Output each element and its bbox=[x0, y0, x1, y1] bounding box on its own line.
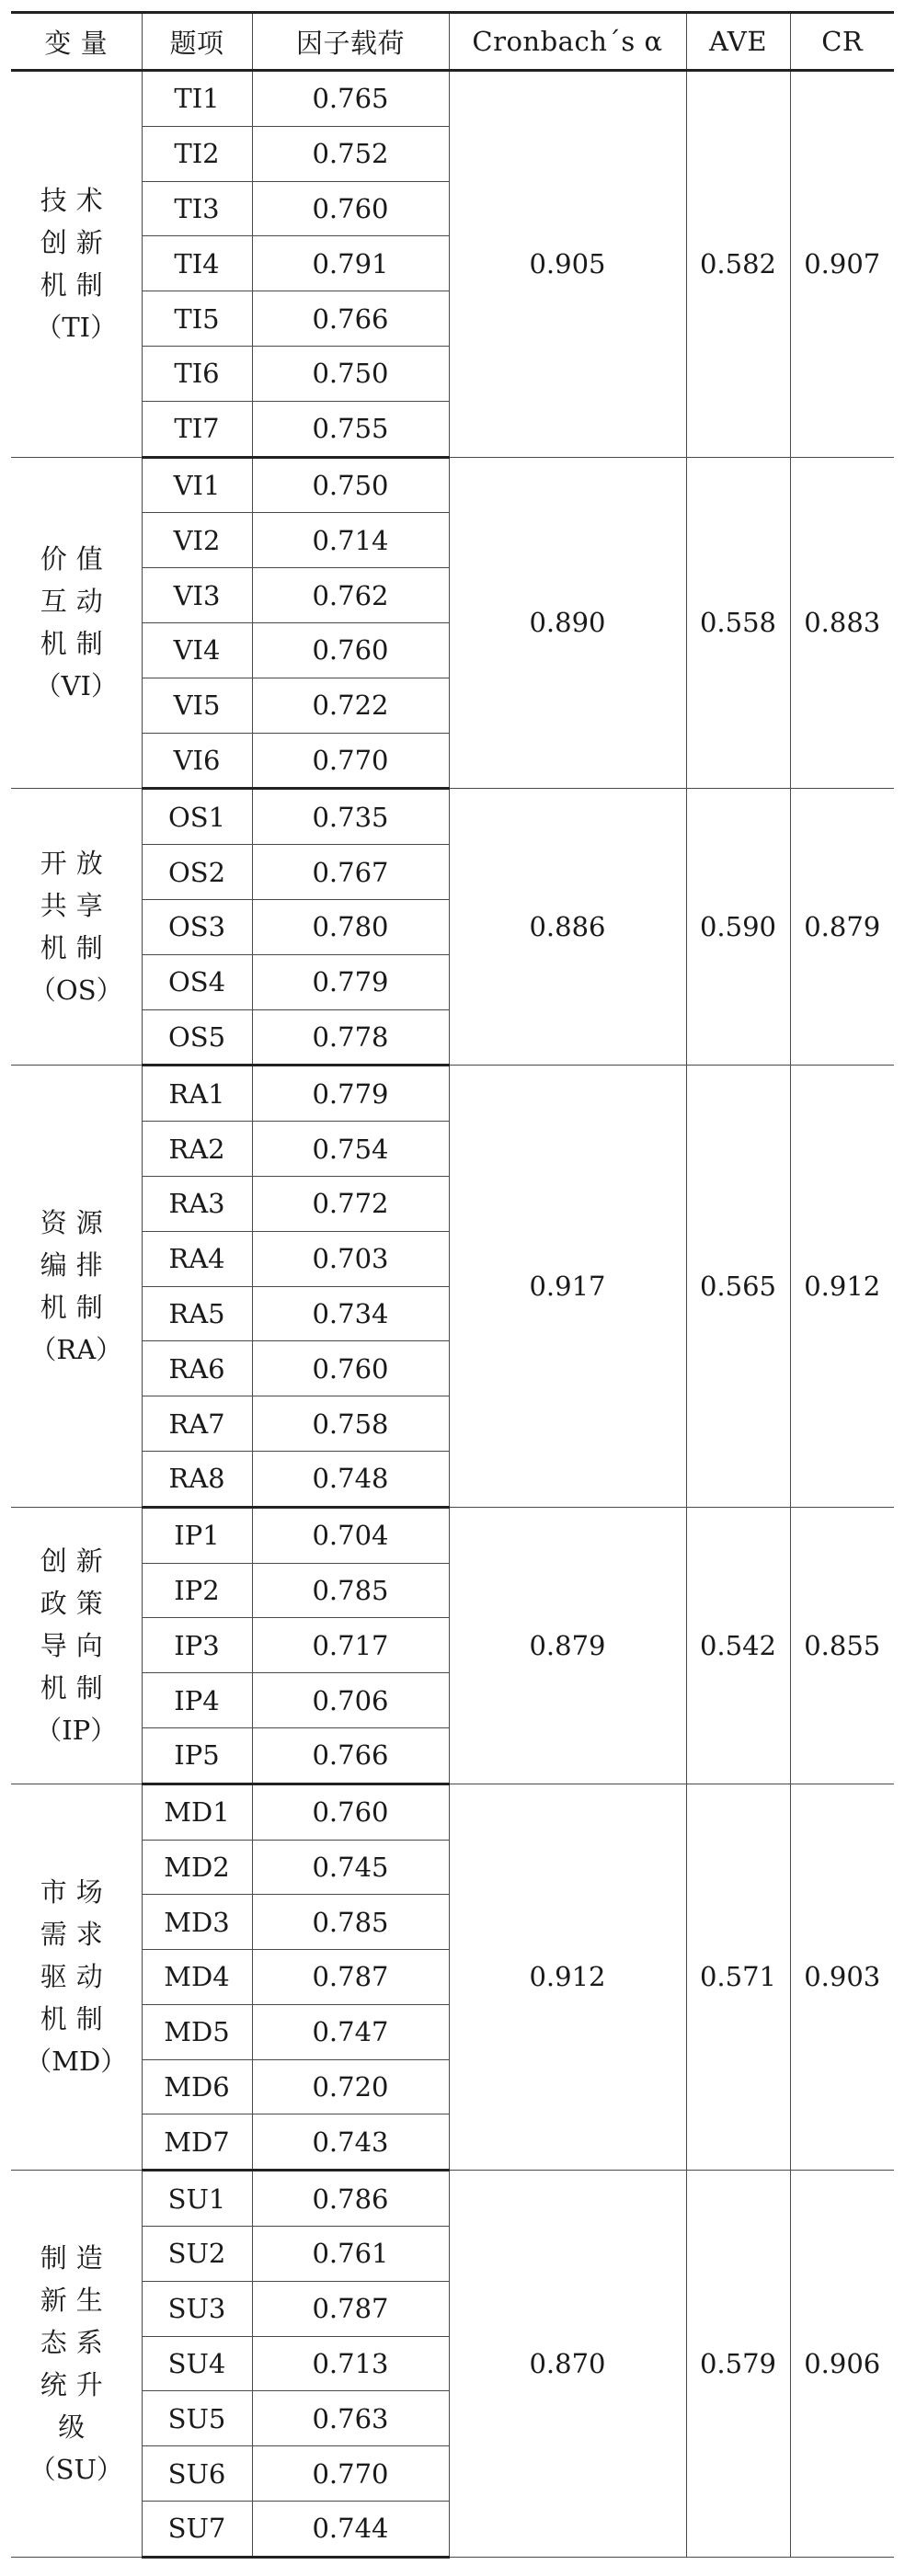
item-cell: OS1 bbox=[142, 789, 252, 845]
item-cell: MD3 bbox=[142, 1895, 252, 1950]
item-cell: OS2 bbox=[142, 845, 252, 900]
cronbach-alpha-cell: 0.905 bbox=[449, 71, 686, 458]
item-cell: MD1 bbox=[142, 1784, 252, 1840]
factor-loading-cell: 0.770 bbox=[252, 733, 449, 789]
cr-cell: 0.907 bbox=[790, 71, 894, 458]
factor-loading-cell: 0.791 bbox=[252, 236, 449, 291]
item-cell: VI2 bbox=[142, 513, 252, 568]
factor-loading-cell: 0.717 bbox=[252, 1618, 449, 1673]
variable-cell bbox=[11, 71, 142, 458]
table-row bbox=[11, 1066, 894, 1122]
header-row bbox=[11, 13, 894, 71]
variable-line: 机制 bbox=[40, 932, 112, 964]
variable-cell bbox=[11, 457, 142, 789]
variable-line: 机制 bbox=[40, 1292, 112, 1324]
variable-line: 导向 bbox=[40, 1629, 112, 1661]
variable-line: 价值 bbox=[40, 543, 112, 576]
cr-cell: 0.906 bbox=[790, 2171, 894, 2558]
item-cell: TI7 bbox=[142, 401, 252, 457]
factor-loading-cell: 0.706 bbox=[252, 1673, 449, 1728]
item-cell: RA2 bbox=[142, 1122, 252, 1177]
factor-loading-cell: 0.766 bbox=[252, 291, 449, 347]
item-cell: RA1 bbox=[142, 1066, 252, 1122]
factor-loading-cell: 0.720 bbox=[252, 2059, 449, 2114]
factor-loading-cell: 0.761 bbox=[252, 2227, 449, 2282]
header-variable: 变 量 bbox=[11, 13, 142, 71]
item-cell: TI5 bbox=[142, 291, 252, 347]
item-cell: VI5 bbox=[142, 678, 252, 733]
factor-loading-cell: 0.770 bbox=[252, 2446, 449, 2502]
cr-cell: 0.903 bbox=[790, 1784, 894, 2171]
table-row bbox=[11, 457, 894, 513]
item-cell: SU7 bbox=[142, 2502, 252, 2558]
factor-loading-cell: 0.787 bbox=[252, 2281, 449, 2336]
factor-loading-cell: 0.760 bbox=[252, 622, 449, 678]
item-cell: SU6 bbox=[142, 2446, 252, 2502]
variable-line: 需求 bbox=[40, 1919, 112, 1951]
variable-line: 政策 bbox=[40, 1587, 112, 1619]
factor-loading-cell: 0.760 bbox=[252, 181, 449, 236]
header-cronbach-alpha: Cronbach´s α bbox=[449, 13, 686, 71]
factor-loading-cell: 0.779 bbox=[252, 954, 449, 1009]
variable-line: 资源 bbox=[40, 1207, 112, 1239]
variable-line: 制造 bbox=[40, 2242, 112, 2274]
variable-line: （TI） bbox=[35, 312, 118, 344]
factor-loading-cell: 0.747 bbox=[252, 2004, 449, 2059]
variable-line: （VI） bbox=[34, 670, 118, 702]
item-cell: RA7 bbox=[142, 1396, 252, 1452]
cronbach-alpha-cell: 0.912 bbox=[449, 1784, 686, 2171]
factor-loading-cell: 0.703 bbox=[252, 1231, 449, 1286]
factor-loading-cell: 0.779 bbox=[252, 1066, 449, 1122]
cronbach-alpha-cell: 0.890 bbox=[449, 457, 686, 789]
factor-loading-cell: 0.786 bbox=[252, 2171, 449, 2227]
table-row bbox=[11, 2171, 894, 2227]
item-cell: IP3 bbox=[142, 1618, 252, 1673]
item-cell: MD6 bbox=[142, 2059, 252, 2114]
factor-loading-cell: 0.752 bbox=[252, 126, 449, 181]
item-cell: IP1 bbox=[142, 1507, 252, 1563]
factor-loading-cell: 0.766 bbox=[252, 1727, 449, 1784]
item-cell: MD7 bbox=[142, 2114, 252, 2171]
table-row bbox=[11, 1507, 894, 1563]
variable-line: 开放 bbox=[40, 848, 112, 880]
ave-cell: 0.558 bbox=[686, 457, 790, 789]
variable-line: 新生 bbox=[40, 2285, 112, 2317]
variable-line: 市场 bbox=[40, 1876, 112, 1909]
factor-loading-cell: 0.760 bbox=[252, 1784, 449, 1840]
cronbach-alpha-cell: 0.870 bbox=[449, 2171, 686, 2558]
factor-loading-cell: 0.743 bbox=[252, 2114, 449, 2171]
factor-loading-cell: 0.767 bbox=[252, 845, 449, 900]
cr-cell: 0.855 bbox=[790, 1507, 894, 1784]
factor-loading-cell: 0.762 bbox=[252, 568, 449, 623]
factor-loading-cell: 0.714 bbox=[252, 513, 449, 568]
variable-line: 共享 bbox=[40, 890, 112, 922]
reliability-validity-table-wrapper bbox=[11, 11, 894, 2559]
variable-cell bbox=[11, 789, 142, 1066]
item-cell: RA4 bbox=[142, 1231, 252, 1286]
cr-cell: 0.879 bbox=[790, 789, 894, 1066]
variable-cell bbox=[11, 1507, 142, 1784]
item-cell: SU3 bbox=[142, 2281, 252, 2336]
header-ave: AVE bbox=[686, 13, 790, 71]
table-row bbox=[11, 1784, 894, 1840]
variable-line: （OS） bbox=[29, 975, 123, 1007]
item-cell: TI2 bbox=[142, 126, 252, 181]
factor-loading-cell: 0.758 bbox=[252, 1396, 449, 1452]
cronbach-alpha-cell: 0.879 bbox=[449, 1507, 686, 1784]
table-body bbox=[11, 71, 894, 2558]
item-cell: VI4 bbox=[142, 622, 252, 678]
item-cell: RA6 bbox=[142, 1341, 252, 1396]
table-row bbox=[11, 71, 894, 127]
item-cell: IP5 bbox=[142, 1727, 252, 1784]
cronbach-alpha-cell: 0.917 bbox=[449, 1066, 686, 1507]
variable-line: 创新 bbox=[40, 227, 112, 259]
factor-loading-cell: 0.755 bbox=[252, 401, 449, 457]
ave-cell: 0.565 bbox=[686, 1066, 790, 1507]
variable-line: （MD） bbox=[25, 2046, 128, 2078]
item-cell: RA3 bbox=[142, 1176, 252, 1231]
variable-line: 创新 bbox=[40, 1544, 112, 1577]
item-cell: SU4 bbox=[142, 2336, 252, 2391]
item-cell: MD2 bbox=[142, 1840, 252, 1895]
factor-loading-cell: 0.735 bbox=[252, 789, 449, 845]
item-cell: TI3 bbox=[142, 181, 252, 236]
factor-loading-cell: 0.734 bbox=[252, 1286, 449, 1341]
item-cell: RA5 bbox=[142, 1286, 252, 1341]
variable-line: （SU） bbox=[29, 2454, 123, 2486]
item-cell: VI1 bbox=[142, 457, 252, 513]
reliability-validity-table bbox=[11, 11, 894, 2559]
header-factor-loading: 因子载荷 bbox=[252, 13, 449, 71]
variable-line: 机制 bbox=[40, 1671, 112, 1704]
item-cell: OS5 bbox=[142, 1009, 252, 1066]
item-cell: TI6 bbox=[142, 346, 252, 401]
factor-loading-cell: 0.704 bbox=[252, 1507, 449, 1563]
item-cell: TI1 bbox=[142, 71, 252, 127]
item-cell: IP4 bbox=[142, 1673, 252, 1728]
cr-cell: 0.883 bbox=[790, 457, 894, 789]
variable-line: 机制 bbox=[40, 628, 112, 660]
variable-cell bbox=[11, 2171, 142, 2558]
variable-line: 驱动 bbox=[40, 1961, 112, 1993]
item-cell: SU2 bbox=[142, 2227, 252, 2282]
ave-cell: 0.579 bbox=[686, 2171, 790, 2558]
factor-loading-cell: 0.763 bbox=[252, 2391, 449, 2446]
item-cell: SU1 bbox=[142, 2171, 252, 2227]
factor-loading-cell: 0.785 bbox=[252, 1895, 449, 1950]
factor-loading-cell: 0.765 bbox=[252, 71, 449, 127]
variable-cell bbox=[11, 1784, 142, 2171]
item-cell: OS4 bbox=[142, 954, 252, 1009]
variable-line: 机制 bbox=[40, 2003, 112, 2035]
variable-line: 机制 bbox=[40, 269, 112, 302]
ave-cell: 0.590 bbox=[686, 789, 790, 1066]
factor-loading-cell: 0.750 bbox=[252, 346, 449, 401]
header-cr: CR bbox=[790, 13, 894, 71]
cronbach-alpha-cell: 0.886 bbox=[449, 789, 686, 1066]
item-cell: IP2 bbox=[142, 1563, 252, 1618]
variable-line: 编排 bbox=[40, 1249, 112, 1282]
variable-line: 互动 bbox=[40, 586, 112, 618]
factor-loading-cell: 0.722 bbox=[252, 678, 449, 733]
item-cell: VI3 bbox=[142, 568, 252, 623]
factor-loading-cell: 0.713 bbox=[252, 2336, 449, 2391]
factor-loading-cell: 0.772 bbox=[252, 1176, 449, 1231]
variable-line: 技术 bbox=[40, 185, 112, 217]
factor-loading-cell: 0.780 bbox=[252, 899, 449, 954]
variable-line: （RA） bbox=[29, 1334, 123, 1366]
variable-line: 统升 bbox=[40, 2369, 112, 2401]
item-cell: VI6 bbox=[142, 733, 252, 789]
variable-line: 级 bbox=[58, 2411, 95, 2444]
factor-loading-cell: 0.748 bbox=[252, 1451, 449, 1507]
variable-cell bbox=[11, 1066, 142, 1507]
factor-loading-cell: 0.744 bbox=[252, 2502, 449, 2558]
header-item: 题项 bbox=[142, 13, 252, 71]
factor-loading-cell: 0.750 bbox=[252, 457, 449, 513]
ave-cell: 0.571 bbox=[686, 1784, 790, 2171]
item-cell: TI4 bbox=[142, 236, 252, 291]
ave-cell: 0.542 bbox=[686, 1507, 790, 1784]
item-cell: MD5 bbox=[142, 2004, 252, 2059]
variable-line: （IP） bbox=[35, 1714, 118, 1746]
factor-loading-cell: 0.754 bbox=[252, 1122, 449, 1177]
item-cell: SU5 bbox=[142, 2391, 252, 2446]
factor-loading-cell: 0.760 bbox=[252, 1341, 449, 1396]
cr-cell: 0.912 bbox=[790, 1066, 894, 1507]
variable-line: 态系 bbox=[40, 2327, 112, 2359]
item-cell: MD4 bbox=[142, 1950, 252, 2005]
ave-cell: 0.582 bbox=[686, 71, 790, 458]
factor-loading-cell: 0.778 bbox=[252, 1009, 449, 1066]
table-row bbox=[11, 789, 894, 845]
item-cell: OS3 bbox=[142, 899, 252, 954]
item-cell: RA8 bbox=[142, 1451, 252, 1507]
factor-loading-cell: 0.785 bbox=[252, 1563, 449, 1618]
factor-loading-cell: 0.787 bbox=[252, 1950, 449, 2005]
factor-loading-cell: 0.745 bbox=[252, 1840, 449, 1895]
